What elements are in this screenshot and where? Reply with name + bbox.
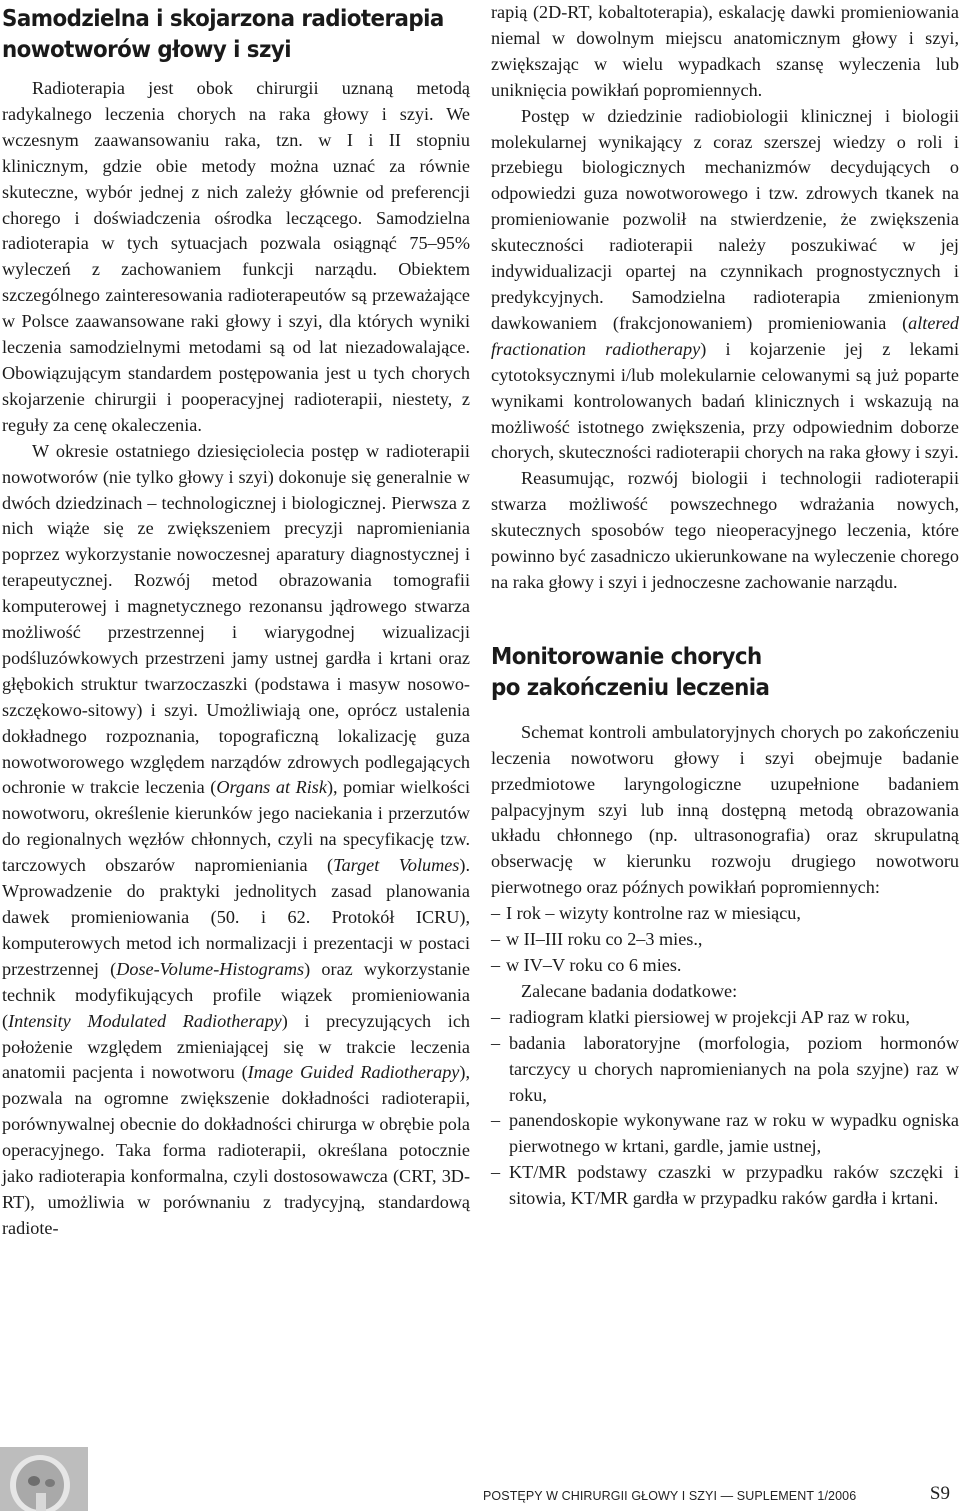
list-item: – badania laboratoryjne (morfologia, poziom hormonów tarczycy u chorych napromienianych na pola szyjne) raz w roku, xyxy=(491,1031,959,1109)
journal-footer: POSTĘPY W CHIRURGII GŁOWY I SZYI — SUPLEMENT 1/2006 xyxy=(483,1489,857,1503)
list-item: – I rok – wizyty kontrolne raz w miesiącu, xyxy=(491,901,959,927)
paragraph: Reasumując, rozwój biologii i technologii radioterapii stwarza możliwość powszechnego wdrażania nowych, skutecznych sposobów tego nieoperacyjnego leczenia, które powinno być zasadniczo ukierunkowane na wyleczenie chorego na raka głowy i szyi i jednoczesne zachowanie narządu. xyxy=(491,468,959,592)
skull-icon xyxy=(0,1447,88,1511)
list-item: – panendoskopie wykonywane raz w roku w wypadku ogniska pierwotnego w krtani, gardle, jamie ustnej, xyxy=(491,1108,959,1160)
paragraph-label: Zalecane badania dodatkowe: xyxy=(521,980,738,1001)
list-item: – w IV–V roku co 6 mies. xyxy=(491,953,959,979)
list-item: – w II–III roku co 2–3 mies., xyxy=(491,927,959,953)
title-line-1: Samodzielna i skojarzona radioterapia xyxy=(2,6,444,32)
title-line-2: nowotworów głowy i szyi xyxy=(2,37,292,63)
title-line-1: Monitorowanie chorych xyxy=(491,643,762,670)
list-item: – KT/MR podstawy czaszki w przypadku raków szczęki i sitowia, KT/MR gardła w przypadku raków gardła i krtani. xyxy=(491,1160,959,1212)
paragraph: Schemat kontroli ambulatoryjnych chorych po zakończeniu leczenia nowotworu głowy i szyi obejmuje badanie przedmiotowe laryngologiczne uzupełnione badaniem palpacyjnym szyi lub inną dostępną metodą obrazowania układu chłonnego (np. ultrasonografia) oraz skrupulatną obserwację w kierunku rozwoju drugiego nowotworu pierwotnego oraz późnych powikłań popromiennych: xyxy=(491,721,959,898)
section-title-radiotherapy xyxy=(2,0,444,66)
page-footer xyxy=(0,1447,960,1511)
paragraph: W okresie ostatniego dziesięciolecia postęp w radioterapii nowotworów (nie tylko głowy i szyi) dokonuje się generalnie w dwóch dziedzinach – technologicznej i biologicznej. Pierwsza z nich wiąże się ze zwiększeniem precyzji napromieniania poprzez wykorzystanie nowoczesnej aparatury diagnostycznej i terapeutycznej. Rozwój metod obrazowania tomografii komputerowej i magnetycznego rezonansu jądrowego stwarza możliwość przestrzennej i wiarygodnej wizualizacji podśluzówkowych przestrzeni jamy ustnej gardła i krtani oraz głębokich struktur twarzoczaszki (podstawa i masyw nosowo-szczękowo-sitowy) i szyi. Umożliwiają one, oprócz ustalenia dokładnego rozpoznania, topograficzną lokalizację guza nowotworowego względem narządów zdrowych podlegających ochronie w trakcie leczenia (Organs at Risk), pomiar wielkości nowotworu, określenie kierunków jego naciekania i przerzutów do regionalnych węzłów chłonnych, czyli na specyfikację tzw. tarczowych obszarów napromieniania (Target Volumes). Wprowadzenie do praktyki jednolitych zasad planowania dawek promieniowania (50. i 62. Protokół ICRU), komputerowych metod ich normalizacji i prezentacji w postaci przestrzennej (Dose-Volume-Histograms) oraz wykorzystanie technik modyfikujących profile wiązek promieniowania (Intensity Modulated Radiotherapy) i precyzujących ich położenie względem zmieniającej się w trakcie leczenia anatomii pacjenta i nowotworu (Image Guided Radiotherapy), pozwala na ogromne zwiększenie dokładności radioterapii, porównywalnej obecnie do dokładności chirurga w obrębie pola operacyjnego. Taka forma radioterapii, określana potocznie jako radioterapia konformalna, czyli dostosowawcza (CRT, 3D-RT), umożliwia w porównaniu z tradycyjną, standardową radiote- xyxy=(2,440,471,1238)
title-line-2: po zakończeniu leczenia xyxy=(491,674,770,701)
skull-xray-logo-image xyxy=(0,1447,88,1511)
paragraph: Postęp w dziedzinie radiobiologii klinicznej i biologii molekularnej wynikający z coraz szerszej wiedzy o roli i przebiegu biologicznych mechanizmów decydujących o odpowiedzi guza nowotworowego i tzw. zdrowych tkanek na promieniowanie pozwolił na stwierdzenie, że zwiększenia skuteczności radioterapii należy poszukiwać w jej indywidualizacji opartej na czynnikach prognostycznych i predykcyjnych. Samodzielna radioterapia zmienionym dawkowaniem (frakcjonowaniem) promieniowania (altered fractionation radiotherapy) i kojarzenie jej z lekami cytotoksycznymi i/lub molekularnie celowanymi są już poparte wynikami kontrolowanych badań klinicznych i wskazują na możliwość istotnego zwiększenia, przy odpowiednim doborze chorych, skuteczności radioterapii chorych na raka głowy i szyi. xyxy=(491,105,960,463)
section-title-monitoring xyxy=(491,642,926,704)
recommended-tests-list xyxy=(491,1005,959,1212)
schedule-list xyxy=(491,901,959,979)
paragraph: Radioterapia jest obok chirurgii uznaną metodą radykalnego leczenia chorych na raka głowy i szyi. We wczesnym zaawansowaniu raka, tzn. w I i II stopniu klinicznym, gdzie obie metody można uznać za równie skuteczne, wybór jednej z nich zależy głównie od preferencji chorego i doświadczenia ośrodka leczącego. Samodzielna radioterapia w tych sytuacjach pozwala osiągnąć 75–95% wyleczeń z zachowaniem funkcji narządu. Obiektem szczególnego zainteresowania radioterapeutów są przeważające w Polsce zaawansowane raki głowy i szyi, dla których wyniki leczenia samodzielnymi metodami są od lat niezadowalające. Obowiązującym standardem postępowania jest u tych chorych skojarzenie chirurgii i pooperacyjnej radioterapii, niestety, z reguły za cenę okaleczenia. xyxy=(2,78,470,435)
page-number: S9 xyxy=(929,1483,950,1504)
left-column xyxy=(2,0,470,1242)
list-item: – radiogram klatki piersiowej w projekcji AP raz w roku, xyxy=(491,1005,959,1031)
right-column xyxy=(491,0,959,1212)
paragraph-continued: rapią (2D-RT, kobaltoterapia), eskalację dawki promieniowania niemal w dowolnym miejscu anatomicznym głowy i szyi, zwiększając w wielu wypadkach szansę wyleczenia lub uniknięcia powikłań popromiennych. xyxy=(491,2,959,100)
